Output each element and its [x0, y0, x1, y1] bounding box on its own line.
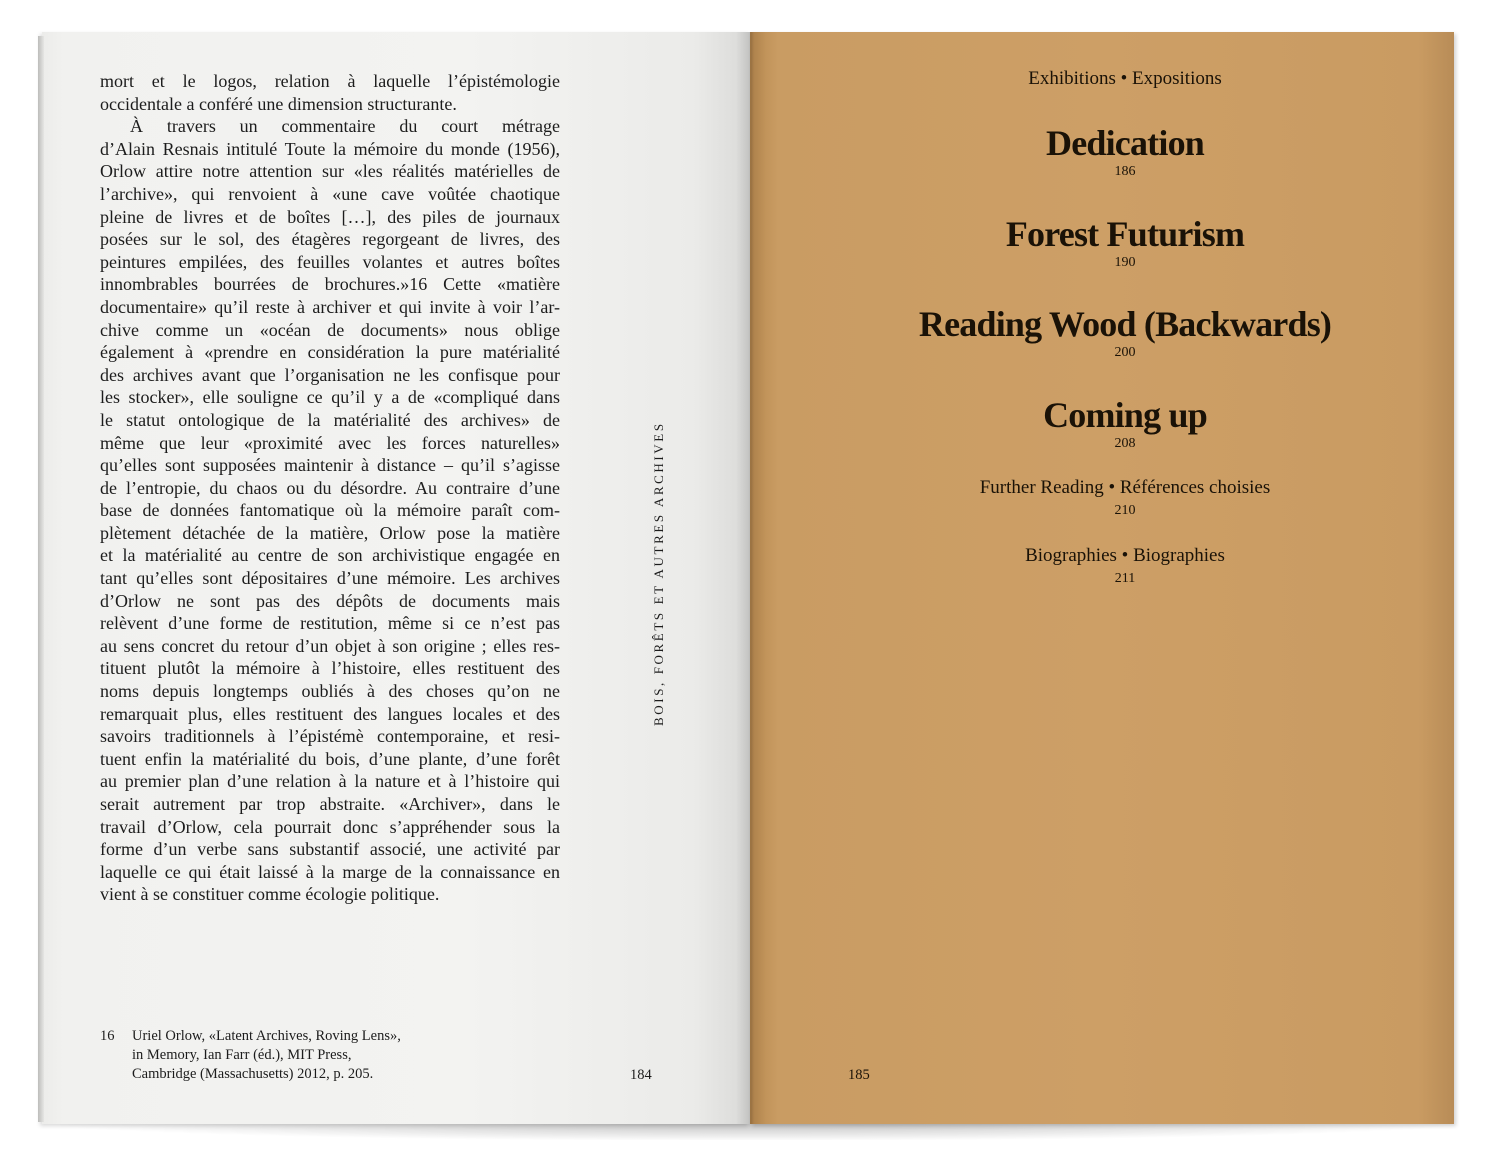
text-line: base de données fantomatique où la mémoire paraît com- — [100, 500, 560, 521]
text-line: plètement détachée de la matière, Orlow pose la matière — [100, 522, 560, 543]
text-line: laquelle ce qui était laissé à la marge de la connaissance en — [100, 861, 560, 882]
text-line: d’Orlow ne sont pas des dépôts de documents mais — [100, 590, 560, 611]
text-line: Orlow attire notre attention sur «les réalités matérielles de — [100, 161, 560, 182]
footnote-line: in Memory, Ian Farr (éd.), MIT Press, — [132, 1047, 352, 1063]
text-line: au sens concret du retour d’un objet à son origine ; elles res- — [100, 635, 560, 656]
toc-entry-title: Dedication — [1046, 123, 1204, 163]
running-head: BOIS, FORÊTS ET AUTRES ARCHIVES — [651, 421, 666, 726]
text-line: les stocker», elle souligne ce qu’il y a de «compliqué dans — [100, 387, 560, 408]
text-line: vient à se constituer comme écologie politique. — [100, 884, 440, 905]
toc-entry-page: 200 — [1114, 345, 1136, 360]
toc-entry-title: Reading Wood (Backwards) — [918, 304, 1332, 344]
paragraph-2 — [100, 115, 560, 906]
text-line: l’archive», qui renvoient à «une cave voûtée chaotique — [100, 183, 560, 204]
toc-entry-page: 208 — [1114, 436, 1136, 451]
text-line: occidentale a conféré une dimension structurante. — [100, 93, 457, 114]
page-number-right: 185 — [848, 1067, 870, 1083]
text-line: tant qu’elles sont dépositaires d’une mémoire. Les archives — [100, 568, 560, 589]
toc-entry-page: 210 — [1114, 503, 1136, 518]
text-line: posées sur le sol, des étagères regorgeant de livres, des — [100, 229, 560, 250]
text-line: innombrables bourrées de brochures.»16 Cette «matière — [100, 274, 560, 295]
footnote-line: Cambridge (Massachusetts) 2012, p. 205. — [132, 1066, 374, 1082]
text-line: pleine de livres et de boîtes […], des piles de journaux — [100, 206, 560, 227]
text-line: peintures empilées, des feuilles volantes et autres boîtes — [100, 251, 560, 272]
text-line: des archives avant que l’organisation ne les confisque pour — [100, 364, 560, 385]
text-line: chive comme un «océan de documents» nous oblige — [100, 319, 560, 340]
text-line: mort et le logos, relation à laquelle l’épistémologie — [100, 71, 560, 91]
toc-entry-title: Further Reading • Références choisies — [979, 477, 1271, 498]
toc-entry-title: Coming up — [1043, 395, 1207, 435]
body-text — [100, 70, 560, 906]
text-line: au premier plan d’une relation à la nature et à l’histoire qui — [100, 771, 560, 792]
text-line: documentaire» qu’il reste à archiver et qui invite à voir l’ar- — [100, 296, 560, 317]
text-line: À travers un commentaire du court métrage — [130, 116, 560, 137]
footnote-line: Uriel Orlow, «Latent Archives, Roving Lens», — [132, 1028, 401, 1044]
text-line: de l’entropie, du chaos ou du désordre. Au contraire d’une — [100, 477, 560, 498]
text-line: serait autrement par trop abstraite. «Archiver», dans le — [100, 794, 560, 814]
text-line: forme d’un verbe sans substantif associé, une activité par — [100, 839, 560, 860]
text-line: qu’elles sont supposées maintenir à distance – qu’il s’agisse — [100, 455, 560, 476]
text-line: travail d’Orlow, cela pourrait donc s’appréhender sous la — [100, 816, 560, 837]
toc-section-heading: Exhibitions • Expositions — [1028, 68, 1222, 89]
text-line: tuent enfin la matérialité du bois, d’une plante, d’une forêt — [100, 748, 560, 769]
footnote-number: 16 — [100, 1028, 115, 1044]
toc-entry-page: 190 — [1114, 255, 1136, 270]
text-line: remarquait plus, elles restituent des langues locales et des — [100, 703, 560, 724]
text-line: relèvent d’une forme de restitution, même si ce n’est pas — [100, 613, 560, 634]
toc-entry-title: Forest Futurism — [1005, 214, 1245, 254]
paragraph-1 — [100, 70, 560, 115]
page-number-left: 184 — [630, 1067, 652, 1083]
toc-entry-page: 186 — [1114, 164, 1136, 179]
text-line: noms depuis longtemps oubliés à des choses qu’on ne — [100, 681, 560, 702]
text-line: tituent plutôt la mémoire à l’histoire, elles restituent des — [100, 658, 560, 679]
text-line: également à «prendre en considération la pure matérialité — [100, 342, 560, 363]
text-line: et la matérialité au centre de son archivistique engagée en — [100, 545, 560, 566]
toc-entry-page: 211 — [1114, 571, 1136, 586]
text-line: le statut ontologique de la matérialité des archives» de — [100, 409, 560, 430]
footnote-text — [132, 1027, 401, 1084]
text-line: d’Alain Resnais intitulé Toute la mémoire du monde (1956), — [100, 138, 560, 159]
toc-entry-title: Biographies • Biographies — [1025, 545, 1225, 566]
text-line: même que leur «proximité avec les forces naturelles» — [100, 432, 560, 453]
text-line: savoirs traditionnels à l’épistémè contemporaine, et resi- — [100, 726, 560, 747]
